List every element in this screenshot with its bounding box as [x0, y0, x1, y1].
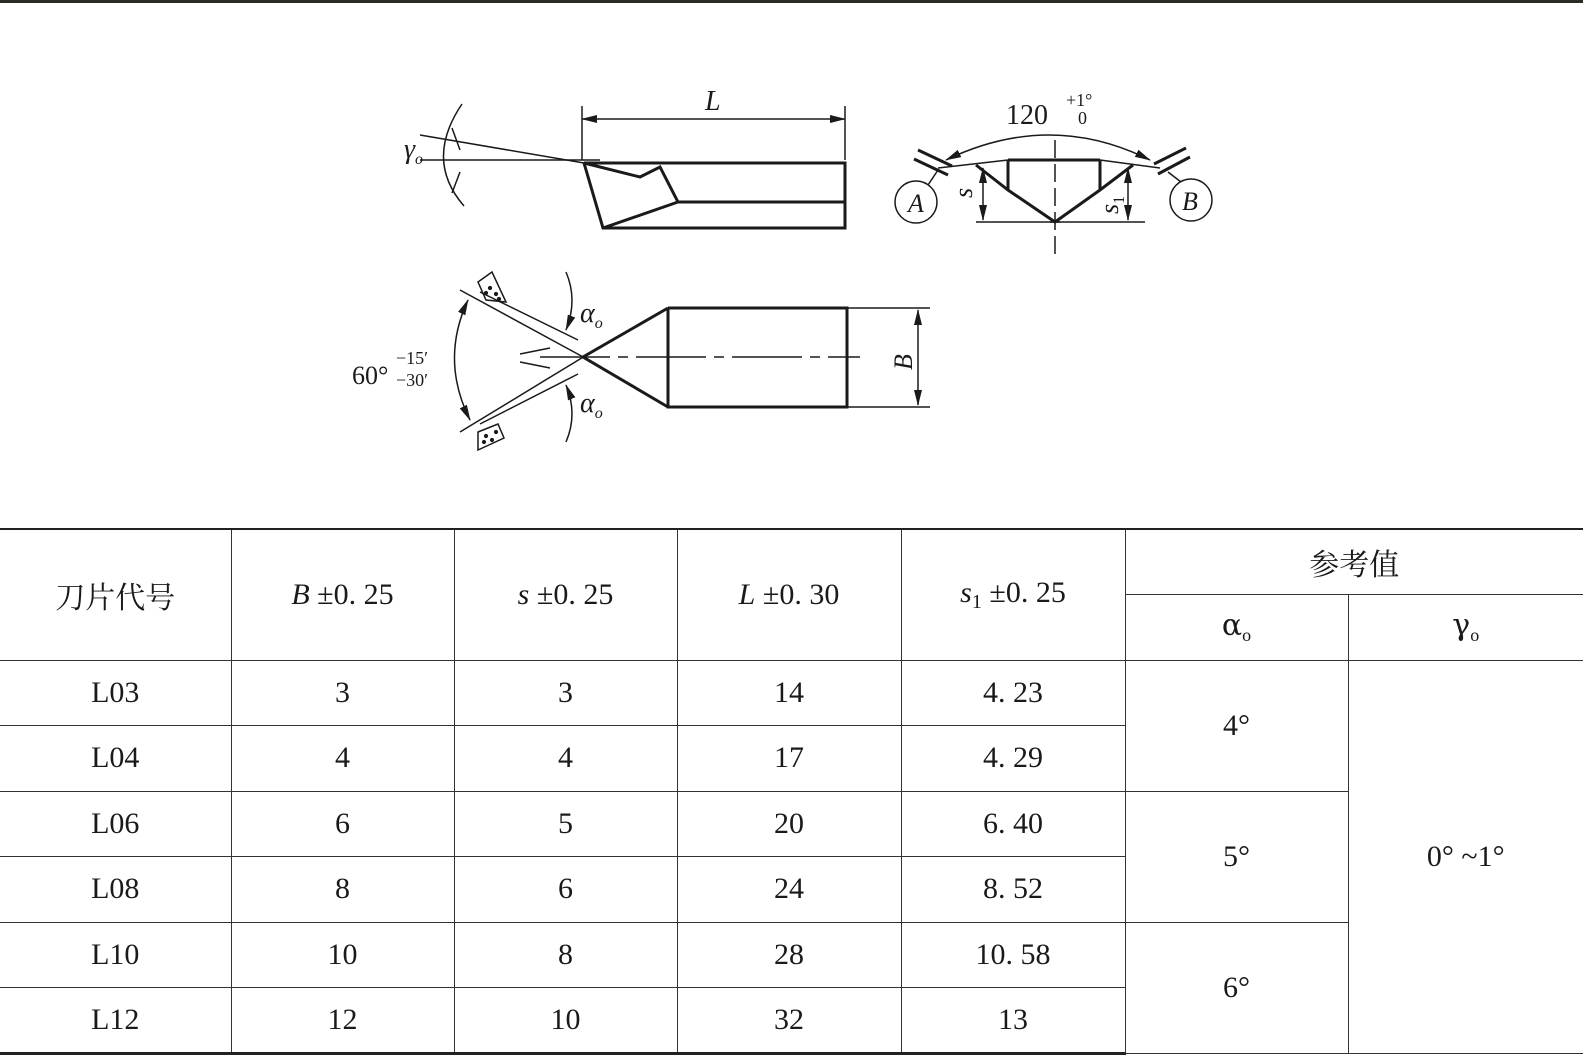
cell-B: 12 [231, 988, 454, 1054]
label-60: 60° [352, 361, 389, 390]
cell-s: 8 [454, 922, 677, 988]
cell-alpha-group: 4° [1125, 660, 1348, 791]
label-gamma: $\gamma_o$ [404, 134, 424, 168]
side-view [420, 104, 845, 228]
cell-s: 4 [454, 726, 677, 792]
header-B: B ±0. 25 [231, 529, 454, 660]
header-code: 刀片代号 [0, 529, 231, 660]
spec-table [0, 528, 1583, 1055]
cell-alpha-group: 5° [1125, 791, 1348, 922]
cell-B: 10 [231, 922, 454, 988]
cell-code: L08 [0, 857, 231, 923]
cell-B: 3 [231, 660, 454, 726]
cell-L: 32 [677, 988, 901, 1054]
label-alpha-top: $\alpha_o$ [580, 298, 603, 332]
cell-s: 6 [454, 857, 677, 923]
cell-L: 20 [677, 791, 901, 857]
label-B-width: B [889, 354, 918, 370]
cell-s1: 10. 58 [901, 922, 1125, 988]
header-row [0, 529, 1583, 595]
table-row [0, 922, 1583, 988]
label-alpha-bottom: $\alpha_o$ [580, 388, 603, 422]
cell-code: L10 [0, 922, 231, 988]
table-row [0, 791, 1583, 857]
cell-alpha-group: 6° [1125, 922, 1348, 1053]
cell-code: L04 [0, 726, 231, 792]
table-row [0, 660, 1583, 726]
cell-s1: 13 [901, 988, 1125, 1054]
end-view [895, 135, 1212, 256]
header-L: L ±0. 30 [677, 529, 901, 660]
label-B-circle: B [1182, 187, 1198, 216]
cell-code: L12 [0, 988, 231, 1054]
insert-drawing [0, 0, 1583, 520]
cell-code: L06 [0, 791, 231, 857]
label-angle-120-tol-upper: +1° [1066, 90, 1093, 110]
cell-s: 10 [454, 988, 677, 1054]
cell-L: 17 [677, 726, 901, 792]
cell-s: 3 [454, 660, 677, 726]
header-reference: 参考值 [1125, 529, 1583, 595]
header-s1: $s_1 \pm 0$. 25 [901, 529, 1125, 660]
cell-B: 4 [231, 726, 454, 792]
label-angle-120-tol-lower: 0 [1078, 108, 1087, 128]
label-60-tol-upper: −15′ [396, 348, 429, 368]
cell-s1: 6. 40 [901, 791, 1125, 857]
cell-B: 8 [231, 857, 454, 923]
header-gamma: $\gamma_o$ [1348, 595, 1583, 661]
label-L: L [705, 86, 721, 117]
header-s: s ±0. 25 [454, 529, 677, 660]
cell-B: 6 [231, 791, 454, 857]
label-s1: $s_1$ [1095, 195, 1128, 214]
label-angle-120: 120 [1006, 100, 1048, 131]
cell-gamma-value: 0° ~1° [1348, 660, 1583, 1053]
label-s: s [949, 187, 978, 198]
label-A: A [908, 189, 924, 218]
cell-L: 28 [677, 922, 901, 988]
cell-code: L03 [0, 660, 231, 726]
cell-s: 5 [454, 791, 677, 857]
cell-L: 24 [677, 857, 901, 923]
label-60-tol-lower: −30′ [396, 370, 429, 390]
cell-s1: 4. 29 [901, 726, 1125, 792]
header-alpha: $\alpha_o$ [1125, 595, 1348, 661]
top-view [454, 272, 930, 450]
cell-L: 14 [677, 660, 901, 726]
cell-s1: 4. 23 [901, 660, 1125, 726]
cell-s1: 8. 52 [901, 857, 1125, 923]
